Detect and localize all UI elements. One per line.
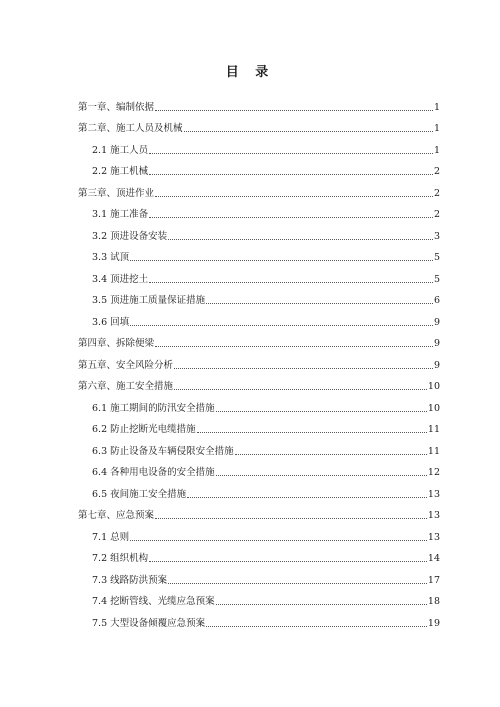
- toc-entry[interactable]: [78, 286, 440, 308]
- toc-entry-page-number: 1: [433, 123, 440, 134]
- toc-entry-page-number: 13: [427, 488, 440, 500]
- toc-entry-label: 第二章、施工人员及机械: [78, 123, 183, 134]
- toc-entry[interactable]: [78, 415, 440, 437]
- toc-entry-page-number: 19: [427, 617, 440, 629]
- toc-entry-label: 3.6 回填: [92, 316, 130, 328]
- toc-dot-leader: [216, 475, 427, 476]
- toc-entry-label: 6.3 防止设备及车辆侵限安全措施: [92, 445, 234, 457]
- toc-dot-leader: [155, 346, 433, 347]
- toc-entry[interactable]: [78, 264, 440, 286]
- toc-entry-page-number: 11: [427, 445, 440, 457]
- toc-dot-leader: [155, 110, 433, 111]
- toc-entry[interactable]: [78, 114, 440, 136]
- toc-dot-leader: [155, 196, 433, 197]
- toc-entry-label: 3.5 顶进施工质量保证措施: [92, 295, 206, 306]
- toc-title: 目 录: [225, 65, 275, 80]
- toc-entry-page-number: 2: [433, 166, 440, 177]
- toc-entry-label: 第六章、施工安全措施: [78, 381, 174, 392]
- toc-entry[interactable]: [78, 522, 440, 544]
- toc-entry[interactable]: [78, 565, 440, 587]
- toc-entry-label: 6.2 防止挖断光电缆措施: [92, 424, 196, 435]
- toc-entry[interactable]: [78, 135, 440, 157]
- toc-dot-leader: [184, 131, 433, 132]
- toc-entry[interactable]: [78, 200, 440, 222]
- toc-entry-label: 6.1 施工期间的防汛安全措施: [92, 402, 215, 414]
- toc-dot-leader: [149, 153, 433, 154]
- toc-dot-leader: [155, 518, 427, 519]
- toc-dot-leader: [174, 389, 427, 390]
- toc-entry-page-number: 10: [427, 381, 440, 392]
- toc-entry-page-number: 12: [427, 467, 440, 478]
- toc-entry[interactable]: [78, 608, 440, 630]
- toc-entry-page-number: 13: [427, 531, 440, 543]
- toc-entry-label: 2.1 施工人员: [92, 144, 149, 156]
- toc-entry-label: 7.5 大型设备倾覆应急预案: [92, 617, 206, 629]
- toc-dot-leader: [149, 217, 433, 218]
- toc-entry[interactable]: [78, 501, 440, 523]
- toc-entry-page-number: 9: [433, 359, 440, 371]
- toc-entry-page-number: 13: [427, 510, 440, 521]
- toc-entry-label: 3.3 试顶: [92, 252, 130, 263]
- toc-entry-label: 6.4 各种用电设备的安全措施: [92, 467, 215, 478]
- toc-entry-page-number: 11: [427, 424, 440, 435]
- toc-entry[interactable]: [78, 157, 440, 179]
- toc-entry-label: 2.2 施工机械: [92, 166, 149, 177]
- toc-dot-leader: [130, 325, 433, 326]
- toc-dot-leader: [206, 303, 433, 304]
- toc-dot-leader: [149, 174, 433, 175]
- toc-dot-leader: [187, 497, 427, 498]
- toc-entry-page-number: 5: [433, 252, 440, 263]
- toc-entry-page-number: 9: [433, 316, 440, 328]
- toc-dot-leader: [130, 260, 433, 261]
- toc-entry[interactable]: [78, 92, 440, 114]
- toc-dot-leader: [216, 604, 427, 605]
- toc-dot-leader: [216, 411, 427, 412]
- toc-entry-page-number: 6: [433, 295, 440, 306]
- toc-entry[interactable]: [78, 329, 440, 351]
- toc-entry[interactable]: [78, 587, 440, 609]
- toc-entry-label: 7.1 总则: [92, 531, 130, 543]
- toc-entry[interactable]: [78, 393, 440, 415]
- toc-entry[interactable]: [78, 307, 440, 329]
- toc-entry-page-number: 17: [427, 574, 440, 586]
- toc-entry-page-number: 1: [433, 144, 440, 156]
- toc-entry-page-number: 14: [427, 553, 440, 564]
- toc-entry-label: 7.2 组织机构: [92, 553, 149, 564]
- toc-entry-label: 第三章、顶进作业: [78, 187, 155, 199]
- toc-dot-leader: [206, 626, 427, 627]
- toc-entry-page-number: 9: [433, 338, 440, 349]
- toc-dot-leader: [235, 454, 427, 455]
- toc-entry[interactable]: [78, 436, 440, 458]
- toc-entry-label: 3.2 顶进设备安装: [92, 230, 168, 242]
- toc-entry-label: 第一章、编制依据: [78, 101, 155, 113]
- table-of-contents: [78, 92, 440, 630]
- toc-entry-label: 第五章、安全风险分析: [78, 359, 174, 371]
- toc-entry-label: 7.4 挖断管线、光缆应急预案: [92, 596, 215, 607]
- toc-dot-leader: [130, 540, 427, 541]
- toc-dot-leader: [168, 583, 427, 584]
- toc-entry[interactable]: [78, 372, 440, 394]
- toc-entry[interactable]: [78, 479, 440, 501]
- toc-entry-label: 7.3 线路防洪预案: [92, 574, 168, 586]
- toc-entry-label: 第七章、应急预案: [78, 510, 155, 521]
- toc-entry-page-number: 3: [433, 230, 440, 242]
- toc-entry-page-number: 18: [427, 596, 440, 607]
- toc-dot-leader: [174, 368, 433, 369]
- toc-entry[interactable]: [78, 243, 440, 265]
- toc-entry-label: 第四章、拆除便梁: [78, 338, 155, 349]
- toc-entry[interactable]: [78, 178, 440, 200]
- toc-entry-page-number: 2: [433, 209, 440, 220]
- toc-entry-page-number: 10: [427, 402, 440, 414]
- toc-entry[interactable]: [78, 458, 440, 480]
- toc-dot-leader: [168, 239, 433, 240]
- toc-entry-page-number: 2: [433, 187, 440, 199]
- toc-entry-page-number: 5: [433, 273, 440, 285]
- toc-entry[interactable]: [78, 544, 440, 566]
- toc-entry[interactable]: [78, 350, 440, 372]
- toc-entry-page-number: 1: [433, 101, 440, 113]
- toc-dot-leader: [149, 282, 433, 283]
- toc-dot-leader: [197, 432, 427, 433]
- toc-entry-label: 3.1 施工准备: [92, 209, 149, 220]
- toc-entry-label: 6.5 夜间施工安全措施: [92, 488, 187, 500]
- toc-entry-label: 3.4 顶进挖土: [92, 273, 149, 285]
- toc-entry[interactable]: [78, 221, 440, 243]
- toc-dot-leader: [149, 561, 427, 562]
